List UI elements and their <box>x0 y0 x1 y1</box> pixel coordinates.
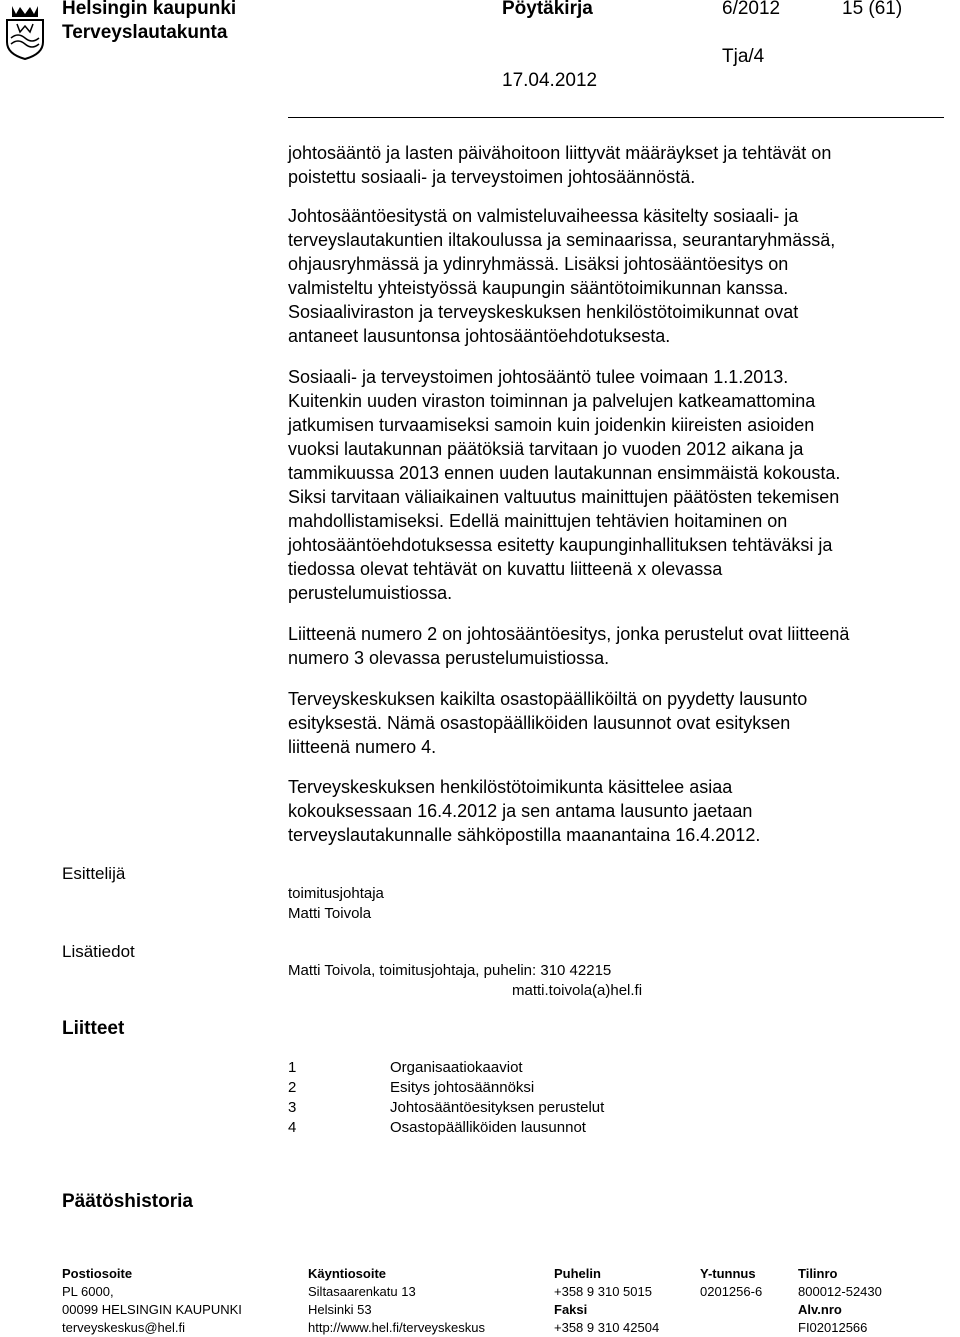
footer-phone <box>554 1265 659 1337</box>
footer-heading: Tilinro <box>798 1266 838 1281</box>
paragraph-6 <box>288 775 938 847</box>
attachment-number: 2 <box>288 1079 297 1096</box>
text-line: Liitteenä numero 2 on johtosääntöesitys, jonka perustelut ovat liitteenä <box>288 624 850 644</box>
text-line: numero 3 olevassa perustelumuistiossa. <box>288 648 610 668</box>
footer-text: PL 6000, <box>62 1284 114 1299</box>
attachment-title: Esitys johtosäännöksi <box>390 1079 535 1096</box>
text-line: Sosiaali- ja terveystoimen johtosääntö tulee voimaan 1.1.2013. <box>288 367 789 387</box>
text-line: Kuitenkin uuden viraston toiminnan ja palvelujen katkeamattomina <box>288 391 816 411</box>
presenter-label: Esittelijä <box>62 864 126 883</box>
footer-postal <box>62 1265 242 1337</box>
text-line: terveyslautakuntien iltakoulussa ja seminaarissa, seurantaryhmässä, <box>288 230 836 250</box>
text-line: valmisteltu yhteistyössä kaupungin sääntötoimikunnan kanssa. <box>288 278 789 298</box>
text-line: mahdollistamiseksi. Edellä mainittujen tehtävien hoitaminen on <box>288 511 788 531</box>
text-line: antaneet lausuntonsa johtosääntöehdotuksesta. <box>288 326 671 346</box>
attachment-title: Johtosääntöesityksen perustelut <box>390 1099 605 1116</box>
paragraph-2 <box>288 204 938 348</box>
presenter-name: Matti Toivola <box>288 905 372 922</box>
footer-text: 00099 HELSINGIN KAUPUNKI <box>62 1302 242 1317</box>
text-line: terveyslautakunnalle sähköpostilla maanantaina 16.4.2012. <box>288 825 761 845</box>
footer-visiting <box>308 1265 485 1337</box>
footer-heading: Postiosoite <box>62 1266 133 1281</box>
text-line: vuoksi lautakunnan päätöksiä tarvitaan jo vuoden 2012 aikana ja <box>288 439 804 459</box>
footer-text: Helsinki 53 <box>308 1302 372 1317</box>
text-line: johtosääntö ja lasten päivähoitoon liittyvät määräykset ja tehtävät on <box>288 143 832 163</box>
attachment-title: Organisaatiokaaviot <box>390 1059 523 1076</box>
attachment-item <box>288 1119 586 1136</box>
attachment-number: 1 <box>288 1059 297 1076</box>
text-line: Sosiaaliviraston ja terveyskeskuksen henkilöstötoimikunnat ovat <box>288 302 799 322</box>
meeting-date: 17.04.2012 <box>502 70 598 91</box>
paragraph-3 <box>288 365 938 605</box>
attachment-item <box>288 1059 523 1076</box>
paragraph-4 <box>288 622 938 670</box>
footer-heading: Alv.nro <box>798 1302 842 1317</box>
presenter-title: toimitusjohtaja <box>288 885 384 902</box>
paragraph-5 <box>288 687 938 759</box>
text-line: johtosääntöehdotuksessa esitetty kaupunginhallituksen tehtäväksi ja <box>288 535 833 555</box>
footer-heading: Y-tunnus <box>700 1266 756 1281</box>
text-line: poistettu sosiaali- ja terveystoimen johtosäännöstä. <box>288 167 696 187</box>
text-line: liitteenä numero 4. <box>288 737 437 757</box>
info-contact: Matti Toivola, toimitusjohtaja, puhelin: 310 42215 <box>288 962 612 979</box>
page-number: 15 (61) <box>842 0 903 19</box>
footer-text: 0201256-6 <box>700 1284 763 1299</box>
footer-text: Siltasaarenkatu 13 <box>308 1284 416 1299</box>
attachment-item <box>288 1099 604 1116</box>
attachment-number: 4 <box>288 1119 297 1136</box>
text-line: Johtosääntöesitystä on valmisteluvaiheessa käsitelty sosiaali- ja <box>288 206 799 226</box>
org-name: Helsingin kaupunki <box>62 0 237 19</box>
doc-number: 6/2012 <box>722 0 781 19</box>
footer-heading: Faksi <box>554 1302 588 1317</box>
text-line: jatkumisen turvaamiseksi samoin kuin joidenkin kiireisten asioiden <box>288 415 815 435</box>
footer-email: terveyskeskus@hel.fi <box>62 1320 186 1335</box>
attachments-label: Liitteet <box>62 1018 125 1039</box>
attachment-item <box>288 1079 534 1096</box>
text-line: Terveyskeskuksen kaikilta osastopäälliköiltä on pyydetty lausunto <box>288 689 808 709</box>
text-line: tiedossa olevat tehtävät on kuvattu liitteenä x olevassa <box>288 559 723 579</box>
footer-business-id <box>700 1265 762 1301</box>
info-label: Lisätiedot <box>62 942 135 961</box>
text-line: tammikuussa 2013 ennen uuden lautakunnan ensimmäistä kokousta. <box>288 463 841 483</box>
text-line: esityksestä. Nämä osastopäälliköiden lausunnot ovat esityksen <box>288 713 791 733</box>
text-line: kokouksessaan 16.4.2012 ja sen antama lausunto jaetaan <box>288 801 753 821</box>
helsinki-crest-logo <box>4 2 46 60</box>
info-email: matti.toivola(a)hel.fi <box>512 982 643 999</box>
footer-text: FI02012566 <box>798 1320 868 1335</box>
attachment-number: 3 <box>288 1099 297 1116</box>
footer-heading: Puhelin <box>554 1266 601 1281</box>
text-line: ohjausryhmässä ja ydinryhmässä. Lisäksi johtosääntöesitys on <box>288 254 789 274</box>
board-name: Terveyslautakunta <box>62 22 228 43</box>
section-code: Tja/4 <box>722 46 765 67</box>
text-line: Terveyskeskuksen henkilöstötoimikunta käsittelee asiaa <box>288 777 733 797</box>
footer-account <box>798 1265 882 1337</box>
text-line: Siksi tarvitaan väliaikainen valtuutus mainittujen päätösten tekemisen <box>288 487 840 507</box>
attachment-title: Osastopäälliköiden lausunnot <box>390 1119 586 1136</box>
decision-history-heading: Päätöshistoria <box>62 1191 193 1212</box>
footer-text: +358 9 310 42504 <box>554 1320 660 1335</box>
text-line: perustelumuistiossa. <box>288 583 453 603</box>
paragraph-1 <box>288 141 938 189</box>
footer-heading: Käyntiosoite <box>308 1266 387 1281</box>
header-divider <box>288 117 944 118</box>
footer-website: http://www.hel.fi/terveyskeskus <box>308 1320 486 1335</box>
doc-type: Pöytäkirja <box>502 0 593 19</box>
footer-text: +358 9 310 5015 <box>554 1284 652 1299</box>
footer-text: 800012-52430 <box>798 1284 882 1299</box>
